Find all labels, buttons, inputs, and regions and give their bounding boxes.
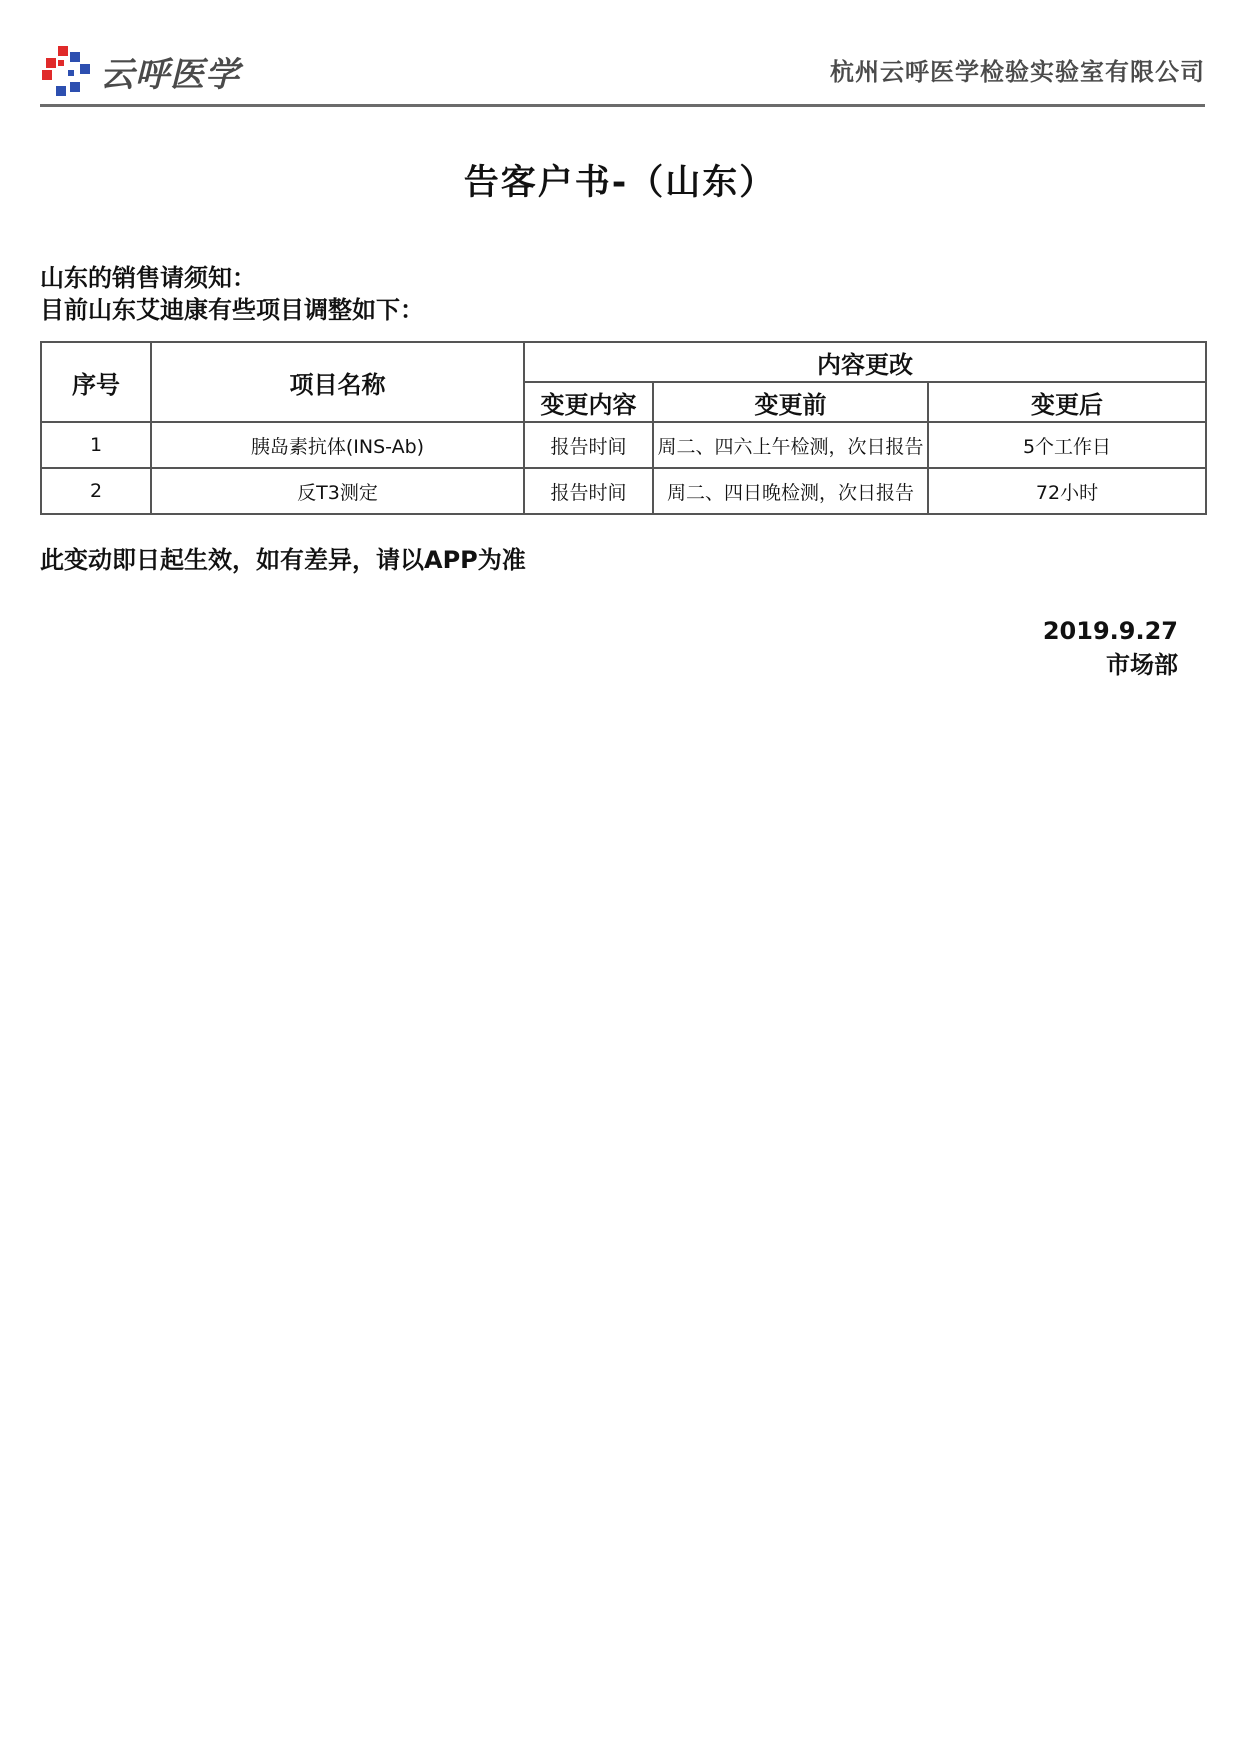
- cell-before: 周二、四日晚检测，次日报告: [653, 468, 928, 514]
- document-title: 告客户书-（山东）: [463, 163, 777, 203]
- table-row: [41, 468, 1206, 514]
- table-row: [41, 422, 1206, 468]
- header-change-content: 变更内容: [524, 382, 653, 422]
- header-before: 变更前: [653, 382, 928, 422]
- cell-item-name: 反T3测定: [151, 468, 524, 514]
- cell-change-content: 报告时间: [524, 468, 653, 514]
- cell-change-content: 报告时间: [524, 422, 653, 468]
- page-header: [40, 40, 1205, 107]
- intro-line-2: 目前山东艾迪康有些项目调整如下：: [40, 296, 424, 324]
- cell-after: 5个工作日: [928, 422, 1206, 468]
- intro-line-1: 山东的销售请须知：: [40, 264, 256, 292]
- signature-block: [1043, 614, 1178, 682]
- cell-after: 72小时: [928, 468, 1206, 514]
- header-item-name: 项目名称: [151, 342, 524, 422]
- header-after: 变更后: [928, 382, 1206, 422]
- company-logo: [40, 44, 240, 98]
- logo-text: 云呼医学: [100, 54, 240, 95]
- effective-notice: 此变动即日起生效，如有差异，请以APP为准: [40, 546, 526, 574]
- company-name: 杭州云呼医学检验实验室有限公司: [830, 58, 1205, 86]
- cell-seq: 1: [41, 422, 151, 468]
- header-change-group: 内容更改: [524, 342, 1206, 382]
- changes-table: [40, 341, 1207, 515]
- cell-before: 周二、四六上午检测，次日报告: [653, 422, 928, 468]
- intro-text: [40, 262, 424, 326]
- header-seq: 序号: [41, 342, 151, 422]
- cell-item-name: 胰岛素抗体(INS-Ab): [151, 422, 524, 468]
- cell-seq: 2: [41, 468, 151, 514]
- signature-date: 2019.9.27: [1042, 617, 1178, 645]
- cross-logo-icon: [40, 44, 94, 98]
- signature-department: 市场部: [1106, 651, 1178, 679]
